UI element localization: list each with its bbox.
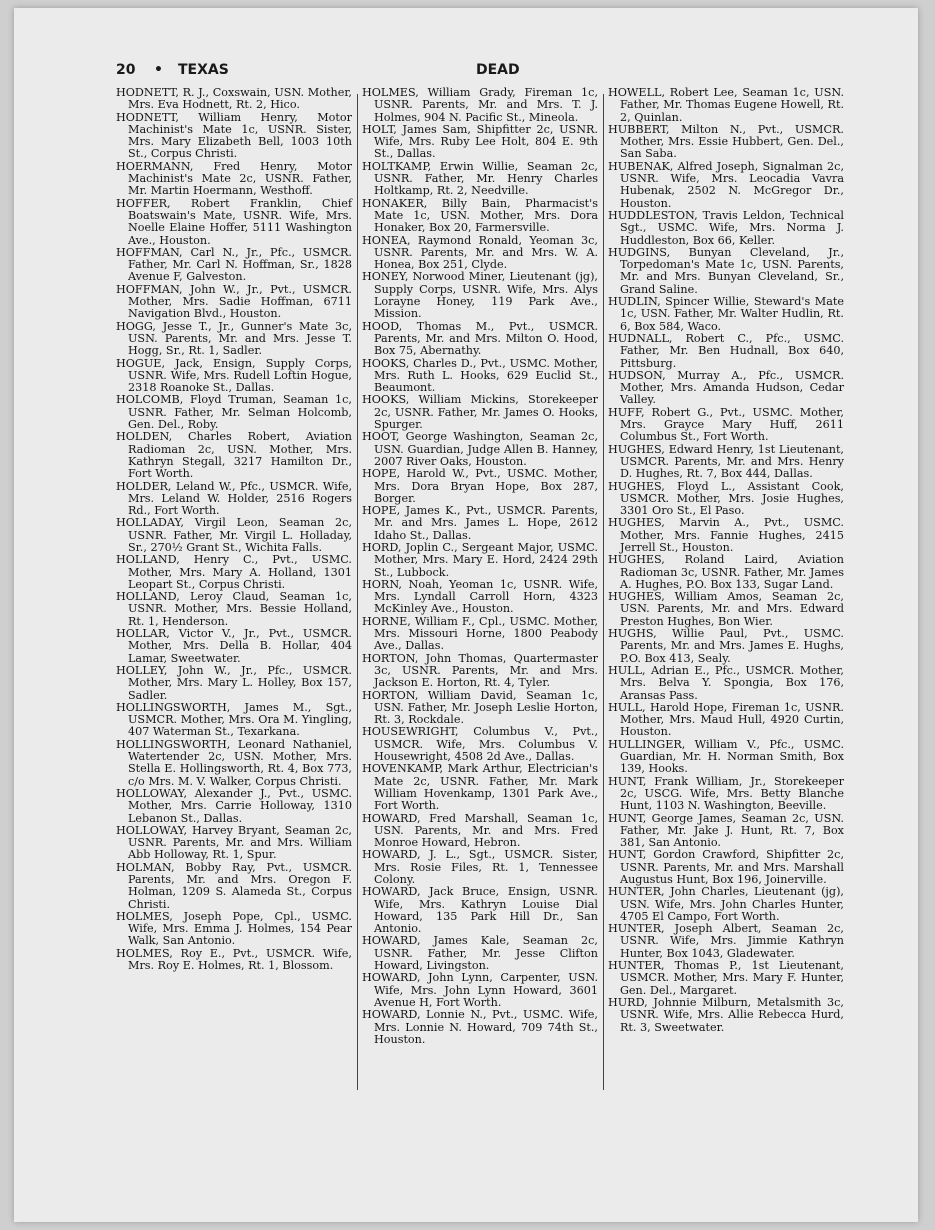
casualty-entry: HUNT, Frank William, Jr., Storekeeper 2c, USCG. Wife, Mrs. Betty Blanche Hunt, 1103 N. Washington, Beeville. bbox=[608, 774, 844, 813]
bullet-icon: • bbox=[154, 62, 163, 78]
casualty-entry: HOLDEN, Charles Robert, Aviation Radioman 2c, USN. Mother, Mrs. Kathryn Stegall, 3217 Hamilton Dr., Fort Worth. bbox=[116, 430, 352, 481]
casualty-entry: HODNETT, R. J., Coxswain, USN. Mother, Mrs. Eva Hodnett, Rt. 2, Hico. bbox=[116, 86, 352, 112]
casualty-entry: HOOKS, Charles D., Pvt., USMC. Mother, Mrs. Ruth L. Hooks, 629 Euclid St., Beaumont. bbox=[362, 356, 598, 395]
casualty-entry: HOLLAR, Victor V., Jr., Pvt., USMCR. Mother, Mrs. Della B. Hollar, 404 Lamar, Sweetwater. bbox=[116, 627, 352, 665]
casualty-entry: HUFF, Robert G., Pvt., USMC. Mother, Mrs. Grayce Mary Huff, 2611 Columbus St., Fort Worth. bbox=[608, 405, 844, 444]
column-2 bbox=[362, 87, 598, 1046]
casualty-entry: HONEA, Raymond Ronald, Yeoman 3c, USNR. Parents, Mr. and Mrs. W. A. Honea, Box 251, Clyde. bbox=[362, 233, 598, 272]
casualty-entry: HOLMES, William Grady, Fireman 1c, USNR. Parents, Mr. and Mrs. T. J. Holmes, 904 N. Pacific St., Mineola. bbox=[362, 86, 598, 124]
casualty-entry: HOWELL, Robert Lee, Seaman 1c, USN. Father, Mr. Thomas Eugene Howell, Rt. 2, Quinlan. bbox=[608, 86, 844, 124]
casualty-entry: HUBENAK, Alfred Joseph, Signalman 2c, USNR. Wife, Mrs. Leocadia Vavra Hubenak, 2502 N. McGregor Dr., Houston. bbox=[608, 159, 844, 210]
state-name: TEXAS bbox=[178, 62, 229, 78]
casualty-entry: HOWARD, Lonnie N., Pvt., USMC. Wife, Mrs. Lonnie N. Howard, 709 74th St., Houston. bbox=[362, 1008, 598, 1046]
casualty-entry: HOLT, James Sam, Shipfitter 2c, USNR. Wife, Mrs. Ruby Lee Holt, 804 E. 9th St., Dallas. bbox=[362, 122, 598, 161]
casualty-entry: HOLLOWAY, Harvey Bryant, Seaman 2c, USNR. Parents, Mr. and Mrs. William Abb Holloway, Rt. 1, Spur. bbox=[116, 823, 352, 862]
casualty-entry: HOLTKAMP, Erwin Willie, Seaman 2c, USNR. Father, Mr. Henry Charles Holtkamp, Rt. 2, Needville. bbox=[362, 159, 598, 198]
casualty-entry: HOWARD, Jack Bruce, Ensign, USNR. Wife, Mrs. Kathryn Louise Dial Howard, 135 Park Hill Dr., San Antonio. bbox=[362, 885, 598, 936]
casualty-entry: HOLLAND, Leroy Claud, Seaman 1c, USNR. Mother, Mrs. Bessie Holland, Rt. 1, Henderson. bbox=[116, 590, 352, 628]
casualty-entry: HOGUE, Jack, Ensign, Supply Corps, USNR. Wife, Mrs. Rudell Loftin Hogue, 2318 Roanoke St., Dallas. bbox=[116, 356, 352, 395]
casualty-entry: HORTON, John Thomas, Quartermaster 3c, USNR. Parents, Mr. and Mrs. Jackson E. Horton, Rt. 4, Tyler. bbox=[362, 651, 598, 690]
casualty-entry: HUNTER, John Charles, Lieutenant (jg), USN. Wife, Mrs. John Charles Hunter, 4705 El Campo, Fort Worth. bbox=[608, 885, 844, 923]
casualty-entry: HOLLOWAY, Alexander J., Pvt., USMC. Mother, Mrs. Carrie Holloway, 1310 Lebanon St., Dallas. bbox=[116, 786, 352, 825]
casualty-entry: HOERMANN, Fred Henry, Motor Machinist's Mate 2c, USNR. Father, Mr. Martin Hoermann, Westhoff. bbox=[116, 159, 352, 198]
casualty-entry: HOFFMAN, John W., Jr., Pvt., USMCR. Mother, Mrs. Sadie Hoffman, 6711 Navigation Blvd., Houston. bbox=[116, 282, 352, 321]
casualty-entry: HUBBERT, Milton N., Pvt., USMCR. Mother, Mrs. Essie Hubbert, Gen. Del., San Saba. bbox=[608, 122, 844, 161]
column-divider bbox=[357, 94, 358, 1090]
casualty-entry: HUDSON, Murray A., Pfc., USMCR. Mother, Mrs. Amanda Hudson, Cedar Valley. bbox=[608, 368, 844, 407]
casualty-entry: HULL, Harold Hope, Fireman 1c, USNR. Mother, Mrs. Maud Hull, 4920 Curtin, Houston. bbox=[608, 700, 844, 739]
casualty-entry: HOLLADAY, Virgil Leon, Seaman 2c, USNR. Father, Mr. Virgil L. Holladay, Sr., 270½ Grant St., Wichita Falls. bbox=[116, 516, 352, 554]
casualty-entry: HOLCOMB, Floyd Truman, Seaman 1c, USNR. Father, Mr. Selman Holcomb, Gen. Del., Roby. bbox=[116, 393, 352, 432]
casualty-entry: HUNTER, Thomas P., 1st Lieutenant, USMCR. Mother, Mrs. Mary F. Hunter, Gen. Del., Margaret. bbox=[608, 959, 844, 997]
casualty-entry: HOLLEY, John W., Jr., Pfc., USMCR. Mother, Mrs. Mary L. Holley, Box 157, Sadler. bbox=[116, 663, 352, 702]
casualty-entry: HOLLINGSWORTH, Leonard Nathaniel, Watertender 2c, USN. Mother, Mrs. Stella E. Hollingsworth, Rt. 4, Box 773, c/o Mrs. M. V. Walker, Corpus Christi. bbox=[116, 737, 352, 788]
casualty-entry: HOWARD, James Kale, Seaman 2c, USNR. Father, Mr. Jesse Clifton Howard, Livingston. bbox=[362, 934, 598, 973]
casualty-entry: HOOD, Thomas M., Pvt., USMCR. Parents, Mr. and Mrs. Milton O. Hood, Box 75, Abernathy. bbox=[362, 319, 598, 358]
casualty-entry: HUNT, George James, Seaman 2c, USN. Father, Mr. Jake J. Hunt, Rt. 7, Box 381, San Antonio. bbox=[608, 811, 844, 850]
casualty-entry: HUDGINS, Bunyan Cleveland, Jr., Torpedoman's Mate 1c, USN. Parents, Mr. and Mrs. Bunyan Cleveland, Sr., Grand Saline. bbox=[608, 245, 844, 296]
casualty-entry: HUDLIN, Spincer Willie, Steward's Mate 1c, USN. Father, Mr. Walter Hudlin, Rt. 6, Box 584, Waco. bbox=[608, 295, 844, 333]
casualty-entry: HONAKER, Billy Bain, Pharmacist's Mate 1c, USN. Mother, Mrs. Dora Honaker, Box 20, Farmersville. bbox=[362, 196, 598, 235]
page-number: 20 bbox=[116, 62, 136, 78]
casualty-entry: HORTON, William David, Seaman 1c, USN. Father, Mr. Joseph Leslie Horton, Rt. 3, Rockdale. bbox=[362, 688, 598, 727]
casualty-entry: HULLINGER, William V., Pfc., USMC. Guardian, Mr. H. Norman Smith, Box 139, Hooks. bbox=[608, 737, 844, 776]
casualty-entry: HOOKS, William Mickins, Storekeeper 2c, USNR. Father, Mr. James O. Hooks, Spurger. bbox=[362, 393, 598, 432]
casualty-entry: HUDDLESTON, Travis Leldon, Technical Sgt., USMC. Wife, Mrs. Norma J. Huddleston, Box 66, Keller. bbox=[608, 208, 844, 247]
casualty-entry: HOWARD, Fred Marshall, Seaman 1c, USN. Parents, Mr. and Mrs. Fred Monroe Howard, Hebron. bbox=[362, 811, 598, 850]
casualty-entry: HORN, Noah, Yeoman 1c, USNR. Wife, Mrs. Lyndall Carroll Horn, 4323 McKinley Ave., Houston. bbox=[362, 577, 598, 616]
casualty-entry: HOVENKAMP, Mark Arthur, Electrician's Mate 2c, USNR. Father, Mr. Mark William Hovenkamp, 1301 Park Ave., Fort Worth. bbox=[362, 762, 598, 813]
casualty-entry: HORNE, William F., Cpl., USMC. Mother, Mrs. Missouri Horne, 1800 Peabody Ave., Dallas. bbox=[362, 614, 598, 653]
casualty-entry: HOFFMAN, Carl N., Jr., Pfc., USMCR. Father, Mr. Carl N. Hoffman, Sr., 1828 Avenue F, Galveston. bbox=[116, 245, 352, 284]
casualty-entry: HUGHES, Roland Laird, Aviation Radioman 3c, USNR. Father, Mr. James A. Hughes, P.O. Box 133, Sugar Land. bbox=[608, 553, 844, 591]
casualty-entry: HOLMES, Joseph Pope, Cpl., USMC. Wife, Mrs. Emma J. Holmes, 154 Pear Walk, San Antonio. bbox=[116, 909, 352, 948]
casualty-entry: HUNTER, Joseph Albert, Seaman 2c, USNR. Wife, Mrs. Jimmie Kathryn Hunter, Box 1043, Gladewater. bbox=[608, 922, 844, 960]
column-divider bbox=[603, 94, 604, 1090]
casualty-entry: HULL, Adrian E., Pfc., USMCR. Mother, Mrs. Belva Y. Spongia, Box 176, Aransas Pass. bbox=[608, 663, 844, 702]
casualty-entry: HOLDER, Leland W., Pfc., USMCR. Wife, Mrs. Leland W. Holder, 2516 Rogers Rd., Fort Worth. bbox=[116, 479, 352, 518]
casualty-entry: HUGHES, Floyd L., Assistant Cook, USMCR. Mother, Mrs. Josie Hughes, 3301 Oro St., El Paso. bbox=[608, 479, 844, 518]
casualty-entry: HUGHES, Marvin A., Pvt., USMC. Mother, Mrs. Fannie Hughes, 2415 Jerrell St., Houston. bbox=[608, 516, 844, 554]
casualty-entry: HOGG, Jesse T., Jr., Gunner's Mate 3c, USN. Parents, Mr. and Mrs. Jesse T. Hogg, Sr., Rt. 1, Sadler. bbox=[116, 319, 352, 358]
casualty-entry: HOUSEWRIGHT, Columbus V., Pvt., USMCR. Wife, Mrs. Columbus V. Housewright, 4508 2d Ave., Dallas. bbox=[362, 725, 598, 764]
casualty-entry: HOLLAND, Henry C., Pvt., USMC. Mother, Mrs. Mary A. Holland, 1301 Leopart St., Corpus Christi. bbox=[116, 553, 352, 591]
casualty-entry: HURD, Johnnie Milburn, Metalsmith 3c, USNR. Wife, Mrs. Allie Rebecca Hurd, Rt. 3, Sweetwater. bbox=[608, 995, 844, 1034]
casualty-entry: HOPE, James K., Pvt., USMCR. Parents, Mr. and Mrs. James L. Hope, 2612 Idaho St., Dallas. bbox=[362, 504, 598, 542]
casualty-entry: HOWARD, J. L., Sgt., USMCR. Sister, Mrs. Rosie Files, Rt. 1, Tennessee Colony. bbox=[362, 848, 598, 886]
casualty-entry: HODNETT, William Henry, Motor Machinist's Mate 1c, USNR. Sister, Mrs. Mary Elizabeth Bell, 1003 10th St., Corpus Christi. bbox=[116, 110, 352, 161]
casualty-entry: HOOT, George Washington, Seaman 2c, USN. Guardian, Judge Allen B. Hanney, 2007 River Oaks, Houston. bbox=[362, 430, 598, 468]
casualty-entry: HORD, Joplin C., Sergeant Major, USMC. Mother, Mrs. Mary E. Hord, 2424 29th St., Lubbock. bbox=[362, 540, 598, 579]
casualty-entry: HOLMAN, Bobby Ray, Pvt., USMCR. Parents, Mr. and Mrs. Oregon F. Holman, 1209 S. Alameda St., Corpus Christi. bbox=[116, 860, 352, 911]
page-header bbox=[116, 62, 856, 84]
page-title: DEAD bbox=[476, 62, 520, 78]
casualty-entry: HUGHES, William Amos, Seaman 2c, USN. Parents, Mr. and Mrs. Edward Preston Hughes, Bon Wier. bbox=[608, 590, 844, 628]
casualty-entry: HUGHES, Edward Henry, 1st Lieutenant, USMCR. Parents, Mr. and Mrs. Henry D. Hughes, Rt. 7, Box 444, Dallas. bbox=[608, 442, 844, 481]
column-3 bbox=[608, 87, 844, 1034]
casualty-entry: HOLMES, Roy E., Pvt., USMCR. Wife, Mrs. Roy E. Holmes, Rt. 1, Blossom. bbox=[116, 946, 352, 973]
casualty-entry: HOLLINGSWORTH, James M., Sgt., USMCR. Mother, Mrs. Ora M. Yingling, 407 Waterman St., Texarkana. bbox=[116, 700, 352, 739]
casualty-entry: HOWARD, John Lynn, Carpenter, USN. Wife, Mrs. John Lynn Howard, 3601 Avenue H, Fort Worth. bbox=[362, 971, 598, 1009]
column-1 bbox=[116, 87, 352, 972]
casualty-entry: HOFFER, Robert Franklin, Chief Boatswain's Mate, USNR. Wife, Mrs. Noelle Elaine Hoffer, 5111 Washington Ave., Houston. bbox=[116, 196, 352, 247]
casualty-entry: HUGHS, Willie Paul, Pvt., USMC. Parents, Mr. and Mrs. James E. Hughs, P.O. Box 413, Sealy. bbox=[608, 627, 844, 665]
casualty-entry: HOPE, Harold W., Pvt., USMC. Mother, Mrs. Dora Bryan Hope, Box 287, Borger. bbox=[362, 467, 598, 505]
casualty-entry: HONEY, Norwood Miner, Lieutenant (jg), Supply Corps, USNR. Wife, Mrs. Alys Lorayne Honey, 119 Park Ave., Mission. bbox=[362, 270, 598, 321]
casualty-entry: HUNT, Gordon Crawford, Shipfitter 2c, USNR. Parents, Mr. and Mrs. Marshall Augustus Hunt, Box 196, Joinerville. bbox=[608, 848, 844, 886]
casualty-entry: HUDNALL, Robert C., Pfc., USMC. Father, Mr. Ben Hudnall, Box 640, Pittsburg. bbox=[608, 331, 844, 370]
